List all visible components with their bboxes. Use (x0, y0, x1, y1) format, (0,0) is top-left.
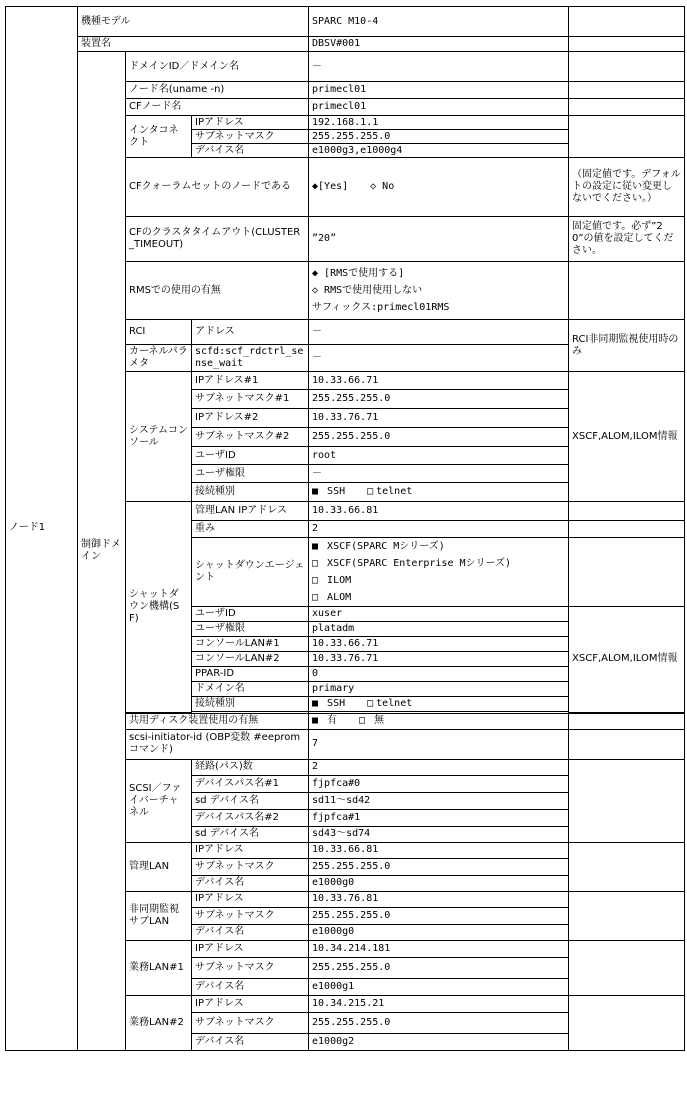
remarks-cell (569, 842, 685, 891)
sf-note: XSCF,ALOM,ILOM情報 (569, 607, 685, 713)
sf-ppar-label: PPAR-ID (192, 667, 309, 682)
control-domain-label: 制御ドメイン (78, 52, 126, 1051)
mgmt-lan-mask-value: 255.255.255.0 (309, 858, 569, 875)
sf-lan2-value: 10.33.76.71 (309, 652, 569, 667)
sf-lan2-label: コンソールLAN#2 (192, 652, 309, 667)
fc-paths-value: 2 (309, 759, 569, 775)
sf-agent-opt-xscf-m: ■ XSCF(SPARC Mシリーズ) (312, 538, 565, 555)
console-mask1-label: サブネットマスク#1 (192, 390, 309, 409)
async-lan-ip-label: IPアドレス (192, 891, 309, 907)
rms-label: RMSでの使用の有無 (126, 262, 309, 320)
biz-lan1-mask-value: 255.255.255.0 (309, 957, 569, 978)
node-name-label: ノード名(uname -n) (126, 82, 309, 99)
console-user-label: ユーザID (192, 447, 309, 465)
sf-priv-label: ユーザ権限 (192, 622, 309, 637)
rci-note: RCI非同期監視使用時のみ (569, 320, 685, 372)
console-mask2-label: サブネットマスク#2 (192, 428, 309, 447)
async-lan-mask-label: サブネットマスク (192, 907, 309, 924)
fc-sd2-value: sd43～sd74 (309, 826, 569, 842)
interconnect-device-value: e1000g3,e1000g4 (309, 144, 569, 158)
sf-conn-ssh: SSH (327, 698, 346, 709)
shared-disk-label: 共用ディスク装置使用の有無 (126, 713, 309, 729)
biz-lan2-dev-label: デバイス名 (192, 1033, 309, 1050)
rci-address-label: アドレス (192, 320, 309, 345)
empty-square-icon: □ (367, 486, 374, 497)
scsi-id-label: scsi-initiator-id (OBP変数 #eepromコマンド) (126, 729, 309, 759)
console-user-value: root (309, 447, 569, 465)
quorum-options (309, 158, 569, 217)
kernel-param-label: カーネルパラメタ (126, 345, 192, 372)
quorum-label: CFクォーラムセットのノードである (126, 158, 309, 217)
remarks-cell (569, 52, 685, 82)
checked-square-icon: ■ (312, 486, 319, 497)
shutdown-facility-label: シャットダウン機構(SF) (126, 502, 192, 713)
sf-weight-label: 重み (192, 521, 309, 538)
sf-user-value: xuser (309, 607, 569, 622)
sf-user-label: ユーザID (192, 607, 309, 622)
shared-disk-options (309, 713, 569, 729)
remarks-cell (569, 713, 685, 729)
fc-sd1-value: sd11～sd42 (309, 792, 569, 809)
biz-lan1-dev-label: デバイス名 (192, 978, 309, 995)
remarks-cell (569, 729, 685, 759)
sf-conn-label: 接続種別 (192, 697, 309, 712)
empty-square-icon: □ (312, 592, 319, 603)
device-name-value: DBSV#001 (309, 37, 569, 52)
console-conn-ssh: SSH (327, 486, 346, 497)
mgmt-lan-ip-value: 10.33.66.81 (309, 842, 569, 858)
sf-agent-opt-ilom: □ ILOM (312, 572, 565, 589)
empty-square-icon: □ (367, 698, 374, 709)
biz-lan2-mask-value: 255.255.255.0 (309, 1012, 569, 1033)
biz-lan1-mask-label: サブネットマスク (192, 957, 309, 978)
mgmt-lan-mask-label: サブネットマスク (192, 858, 309, 875)
sf-domain-label: ドメイン名 (192, 682, 309, 697)
rms-options (309, 262, 569, 320)
sf-domain-value: primary (309, 682, 569, 697)
fc-label: SCSI／ファイバーチャネル (126, 759, 192, 842)
biz-lan2-dev-value: e1000g2 (309, 1033, 569, 1050)
remarks-cell (569, 940, 685, 995)
console-ip2-label: IPアドレス#2 (192, 409, 309, 428)
rms-use-option: ◆ [RMSで使用する] (312, 268, 405, 279)
async-lan-dev-label: デバイス名 (192, 924, 309, 940)
sf-agent-options (309, 538, 569, 607)
remarks-cell (569, 262, 685, 320)
shared-disk-yes: 有 (327, 715, 338, 726)
remarks-cell (569, 7, 685, 37)
console-ip2-value: 10.33.76.71 (309, 409, 569, 428)
remarks-cell (569, 502, 685, 521)
biz-lan2-ip-value: 10.34.215.21 (309, 995, 569, 1012)
sf-lan1-value: 10.33.66.71 (309, 637, 569, 652)
remarks-cell (569, 521, 685, 538)
sf-conn-options (309, 697, 569, 712)
quorum-yes: ◆[Yes] (312, 181, 349, 192)
sf-agent-opt-alom: □ ALOM (312, 589, 565, 606)
biz-lan2-mask-label: サブネットマスク (192, 1012, 309, 1033)
model-value: SPARC M10-4 (309, 7, 569, 37)
remarks-cell (569, 759, 685, 842)
cluster-timeout-value: ”20” (309, 217, 569, 262)
fc-path2-label: デバイスパス名#2 (192, 809, 309, 826)
sf-lan1-label: コンソールLAN#1 (192, 637, 309, 652)
remarks-cell (569, 37, 685, 52)
async-lan-ip-value: 10.33.76.81 (309, 891, 569, 907)
console-mask1-value: 255.255.255.0 (309, 390, 569, 409)
async-lan-dev-value: e1000g0 (309, 924, 569, 940)
console-priv-label: ユーザ権限 (192, 465, 309, 483)
empty-square-icon: □ (359, 715, 366, 726)
interconnect-ip-value: 192.168.1.1 (309, 116, 569, 130)
biz-lan1-label: 業務LAN#1 (126, 940, 192, 995)
remarks-cell (569, 116, 685, 158)
kernel-param-value: － (309, 345, 569, 372)
checked-square-icon: ■ (312, 715, 319, 726)
system-console-label: システムコンソール (126, 372, 192, 502)
sf-ppar-value: 0 (309, 667, 569, 682)
device-name-label: 装置名 (78, 37, 309, 52)
rms-suffix: サフィックス:primecl01RMS (312, 302, 450, 313)
fc-path1-label: デバイスパス名#1 (192, 775, 309, 792)
spacer (309, 712, 569, 713)
node-label: ノード1 (6, 7, 78, 1051)
interconnect-ip-label: IPアドレス (192, 116, 309, 130)
cf-node-label: CFノード名 (126, 99, 309, 116)
sf-mgmt-ip-value: 10.33.66.81 (309, 502, 569, 521)
remarks-cell (569, 995, 685, 1050)
async-lan-mask-value: 255.255.255.0 (309, 907, 569, 924)
fc-sd1-label: sd デバイス名 (192, 792, 309, 809)
interconnect-mask-label: サブネットマスク (192, 130, 309, 144)
quorum-note: （固定値です。デフォルトの設定に従い変更しないでください。） (569, 158, 685, 217)
node-name-value: primecl01 (309, 82, 569, 99)
sf-priv-value: platadm (309, 622, 569, 637)
console-ip1-value: 10.33.66.71 (309, 372, 569, 390)
fc-path1-value: fjpfca#0 (309, 775, 569, 792)
biz-lan1-ip-value: 10.34.214.181 (309, 940, 569, 957)
console-ip1-label: IPアドレス#1 (192, 372, 309, 390)
cluster-timeout-label: CFのクラスタタイムアウト(CLUSTER_TIMEOUT) (126, 217, 309, 262)
biz-lan2-ip-label: IPアドレス (192, 995, 309, 1012)
empty-square-icon: □ (312, 558, 319, 569)
console-mask2-value: 255.255.255.0 (309, 428, 569, 447)
async-lan-label: 非同期監視サブLAN (126, 891, 192, 940)
remarks-cell (569, 99, 685, 116)
domain-id-label: ドメインID／ドメイン名 (126, 52, 309, 82)
domain-id-value: － (309, 52, 569, 82)
remarks-cell (569, 538, 685, 607)
mgmt-lan-label: 管理LAN (126, 842, 192, 891)
console-note: XSCF,ALOM,ILOM情報 (569, 372, 685, 502)
interconnect-device-label: デバイス名 (192, 144, 309, 158)
scsi-id-value: 7 (309, 729, 569, 759)
interconnect-mask-value: 255.255.255.0 (309, 130, 569, 144)
rci-label: RCI (126, 320, 192, 345)
console-conn-label: 接続種別 (192, 483, 309, 502)
biz-lan1-dev-value: e1000g1 (309, 978, 569, 995)
model-label: 機種モデル (78, 7, 309, 37)
node-config-sheet (5, 6, 685, 1051)
sf-mgmt-ip-label: 管理LAN IPアドレス (192, 502, 309, 521)
shared-disk-no: 無 (374, 715, 385, 726)
biz-lan2-label: 業務LAN#2 (126, 995, 192, 1050)
console-conn-telnet: telnet (376, 486, 413, 497)
mgmt-lan-dev-label: デバイス名 (192, 875, 309, 891)
console-priv-value: － (309, 465, 569, 483)
remarks-cell (569, 82, 685, 99)
console-conn-options (309, 483, 569, 502)
rci-address-value: － (309, 320, 569, 345)
checked-square-icon: ■ (312, 698, 319, 709)
sf-weight-value: 2 (309, 521, 569, 538)
quorum-no: ◇ No (370, 181, 395, 192)
mgmt-lan-ip-label: IPアドレス (192, 842, 309, 858)
rms-nouse-option: ◇ RMSで使用使用しない (312, 285, 423, 296)
cf-node-value: primecl01 (309, 99, 569, 116)
remarks-cell (569, 891, 685, 940)
mgmt-lan-dev-value: e1000g0 (309, 875, 569, 891)
interconnect-label: インタコネクト (126, 116, 192, 158)
fc-sd2-label: sd デバイス名 (192, 826, 309, 842)
fc-path2-value: fjpfca#1 (309, 809, 569, 826)
kernel-param-name: scfd:scf_rdctrl_sense_wait (192, 345, 309, 372)
empty-square-icon: □ (312, 575, 319, 586)
biz-lan1-ip-label: IPアドレス (192, 940, 309, 957)
sf-agent-label: シャットダウンエージェント (192, 538, 309, 607)
sf-agent-opt-xscf-enterprise: □ XSCF(SPARC Enterprise Mシリーズ) (312, 555, 565, 572)
fc-paths-label: 経路(パス)数 (192, 759, 309, 775)
checked-square-icon: ■ (312, 541, 319, 552)
sf-conn-telnet: telnet (376, 698, 413, 709)
cluster-timeout-note: 固定値です。必ず”20”の値を設定してください。 (569, 217, 685, 262)
